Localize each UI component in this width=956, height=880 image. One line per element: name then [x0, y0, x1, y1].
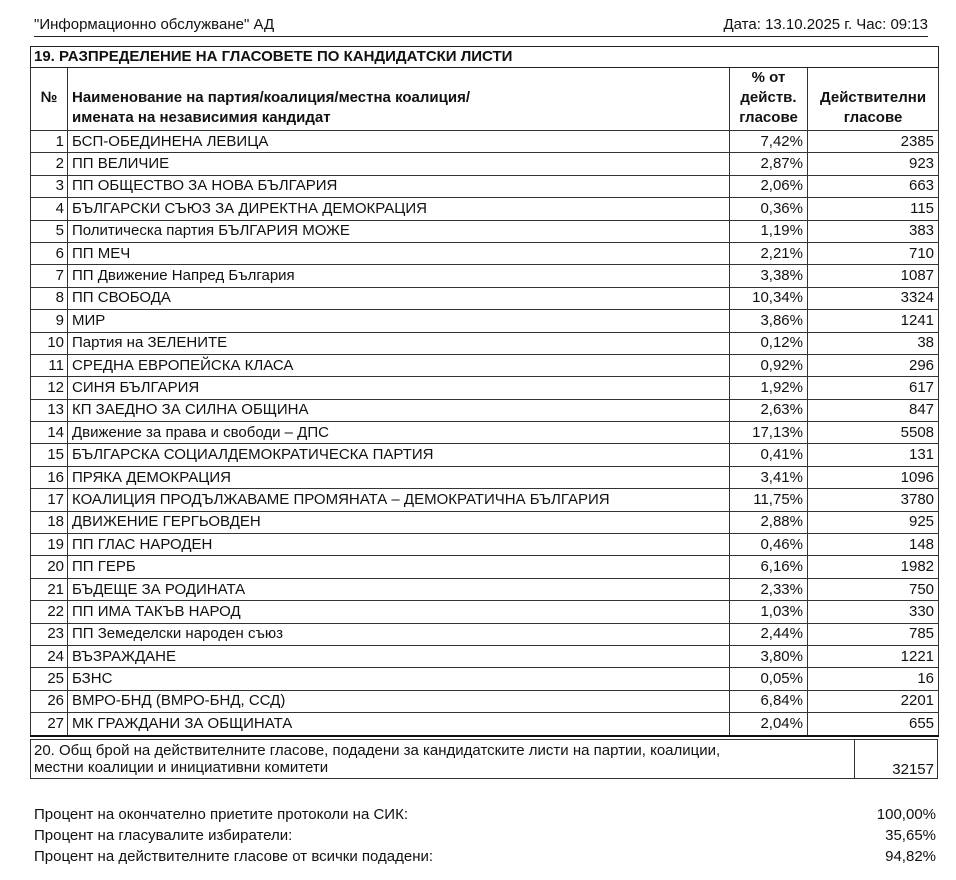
vote-percent: 11,75% [730, 489, 808, 511]
row-number: 19 [31, 534, 68, 556]
stat-value: 94,82% [885, 848, 936, 865]
party-name: КП ЗАЕДНО ЗА СИЛНА ОБЩИНА [68, 399, 730, 421]
party-name: МК ГРАЖДАНИ ЗА ОБЩИНАТА [68, 713, 730, 736]
column-header-percent-line2: действ. [740, 89, 797, 106]
vote-count: 1982 [808, 556, 939, 578]
vote-percent: 1,92% [730, 377, 808, 399]
table-row [31, 601, 939, 623]
vote-percent: 6,84% [730, 690, 808, 712]
row-number: 5 [31, 220, 68, 242]
vote-count: 16 [808, 668, 939, 690]
vote-count: 131 [808, 444, 939, 466]
party-name: ПП ГЕРБ [68, 556, 730, 578]
row-number: 8 [31, 287, 68, 309]
vote-percent: 2,06% [730, 175, 808, 197]
row-number: 6 [31, 242, 68, 264]
total-label-line1: 20. Общ брой на действителните гласове, подадени за кандидатските листи на партии, коалиции, [34, 742, 721, 759]
vote-percent: 3,80% [730, 645, 808, 667]
vote-percent: 3,86% [730, 310, 808, 332]
stat-label: Процент на окончателно приетите протоколи на СИК: [34, 806, 408, 823]
party-name: СРЕДНА ЕВРОПЕЙСКА КЛАСА [68, 354, 730, 376]
table-row [31, 511, 939, 533]
table-row [31, 422, 939, 444]
row-number: 9 [31, 310, 68, 332]
party-name: ДВИЖЕНИЕ ГЕРГЬОВДЕН [68, 511, 730, 533]
vote-percent: 2,63% [730, 399, 808, 421]
row-number: 21 [31, 578, 68, 600]
vote-percent: 2,21% [730, 242, 808, 264]
vote-percent: 0,12% [730, 332, 808, 354]
vote-count: 5508 [808, 422, 939, 444]
table-row [31, 444, 939, 466]
vote-count: 3324 [808, 287, 939, 309]
column-header-votes-line1: Действителни [819, 89, 927, 106]
party-name: ПП СВОБОДА [68, 287, 730, 309]
table-row [31, 265, 939, 287]
vote-percent: 3,41% [730, 466, 808, 488]
table-row [31, 668, 939, 690]
table-row [31, 377, 939, 399]
vote-count: 750 [808, 578, 939, 600]
stat-protocols-accepted [34, 804, 936, 825]
row-number: 20 [31, 556, 68, 578]
report-datetime: Дата: 13.10.2025 г. Час: 09:13 [723, 16, 928, 33]
total-valid-votes-box [30, 739, 938, 779]
table-row [31, 354, 939, 376]
party-name: БСП-ОБЕДИНЕНА ЛЕВИЦА [68, 131, 730, 153]
party-name: ПП ГЛАС НАРОДЕН [68, 534, 730, 556]
row-number: 22 [31, 601, 68, 623]
table-row [31, 175, 939, 197]
total-valid-votes-value: 32157 [854, 740, 937, 778]
table-row [31, 623, 939, 645]
vote-count: 115 [808, 198, 939, 220]
table-row [31, 242, 939, 264]
row-number: 26 [31, 690, 68, 712]
table-row [31, 578, 939, 600]
table-row [31, 287, 939, 309]
vote-percent: 0,92% [730, 354, 808, 376]
column-header-number: № [31, 68, 68, 131]
vote-percent: 0,36% [730, 198, 808, 220]
stat-valid-votes-share [34, 846, 936, 867]
row-number: 1 [31, 131, 68, 153]
stat-value: 35,65% [885, 827, 936, 844]
vote-count: 1241 [808, 310, 939, 332]
row-number: 27 [31, 713, 68, 736]
results-table [30, 46, 939, 737]
table-row [31, 645, 939, 667]
vote-percent: 0,46% [730, 534, 808, 556]
vote-count: 785 [808, 623, 939, 645]
vote-count: 655 [808, 713, 939, 736]
organization-name: "Информационно обслужване" АД [34, 16, 275, 33]
column-header-percent-line1: % от [751, 69, 786, 86]
party-name: ВЪЗРАЖДАНЕ [68, 645, 730, 667]
vote-count: 710 [808, 242, 939, 264]
row-number: 3 [31, 175, 68, 197]
table-row [31, 713, 939, 736]
party-name: КОАЛИЦИЯ ПРОДЪЛЖАВАМЕ ПРОМЯНАТА – ДЕМОКРАТИЧНА БЪЛГАРИЯ [68, 489, 730, 511]
vote-count: 3780 [808, 489, 939, 511]
table-row [31, 534, 939, 556]
vote-percent: 2,04% [730, 713, 808, 736]
column-header-percent [730, 68, 808, 131]
party-name: ПП МЕЧ [68, 242, 730, 264]
party-name: ВМРО-БНД (ВМРО-БНД, ССД) [68, 690, 730, 712]
vote-count: 1221 [808, 645, 939, 667]
party-name: ПП Движение Напред България [68, 265, 730, 287]
column-header-name-line1: Наименование на партия/коалиция/местна коалиция/ [72, 89, 470, 106]
table-header-row [31, 68, 939, 131]
table-row [31, 198, 939, 220]
vote-count: 847 [808, 399, 939, 421]
table-row [31, 332, 939, 354]
table-row [31, 220, 939, 242]
table-row [31, 466, 939, 488]
column-header-name [68, 68, 730, 131]
party-name: ПП ВЕЛИЧИЕ [68, 153, 730, 175]
stat-value: 100,00% [876, 806, 936, 823]
vote-count: 38 [808, 332, 939, 354]
vote-percent: 7,42% [730, 131, 808, 153]
vote-count: 148 [808, 534, 939, 556]
row-number: 18 [31, 511, 68, 533]
row-number: 24 [31, 645, 68, 667]
party-name: ПП ОБЩЕСТВО ЗА НОВА БЪЛГАРИЯ [68, 175, 730, 197]
vote-percent: 0,41% [730, 444, 808, 466]
vote-percent: 3,38% [730, 265, 808, 287]
row-number: 15 [31, 444, 68, 466]
party-name: ПП Земеделски народен съюз [68, 623, 730, 645]
vote-count: 617 [808, 377, 939, 399]
party-name: Политическа партия БЪЛГАРИЯ МОЖЕ [68, 220, 730, 242]
party-name: БЪЛГАРСКА СОЦИАЛДЕМОКРАТИЧЕСКА ПАРТИЯ [68, 444, 730, 466]
vote-percent: 2,44% [730, 623, 808, 645]
vote-percent: 2,87% [730, 153, 808, 175]
table-row [31, 556, 939, 578]
vote-count: 330 [808, 601, 939, 623]
row-number: 14 [31, 422, 68, 444]
total-valid-votes-label [34, 742, 850, 776]
row-number: 16 [31, 466, 68, 488]
row-number: 10 [31, 332, 68, 354]
column-header-percent-line3: гласове [739, 109, 798, 126]
vote-count: 663 [808, 175, 939, 197]
vote-percent: 2,33% [730, 578, 808, 600]
stat-voter-turnout [34, 825, 936, 846]
vote-count: 2201 [808, 690, 939, 712]
row-number: 12 [31, 377, 68, 399]
party-name: БЪЛГАРСКИ СЪЮЗ ЗА ДИРЕКТНА ДЕМОКРАЦИЯ [68, 198, 730, 220]
row-number: 2 [31, 153, 68, 175]
table-row [31, 131, 939, 153]
table-row [31, 399, 939, 421]
party-name: ПП ИМА ТАКЪВ НАРОД [68, 601, 730, 623]
vote-percent: 17,13% [730, 422, 808, 444]
vote-count: 1096 [808, 466, 939, 488]
column-header-votes [808, 68, 939, 131]
vote-percent: 0,05% [730, 668, 808, 690]
party-name: Движение за права и свободи – ДПС [68, 422, 730, 444]
party-name: МИР [68, 310, 730, 332]
vote-count: 923 [808, 153, 939, 175]
stat-label: Процент на гласувалите избиратели: [34, 827, 293, 844]
summary-stats [34, 804, 936, 867]
table-row [31, 153, 939, 175]
row-number: 25 [31, 668, 68, 690]
vote-count: 1087 [808, 265, 939, 287]
vote-count: 925 [808, 511, 939, 533]
party-name: БЪДЕЩЕ ЗА РОДИНАТА [68, 578, 730, 600]
vote-percent: 2,88% [730, 511, 808, 533]
vote-percent: 6,16% [730, 556, 808, 578]
vote-percent: 1,19% [730, 220, 808, 242]
table-row [31, 690, 939, 712]
party-name: ПРЯКА ДЕМОКРАЦИЯ [68, 466, 730, 488]
row-number: 23 [31, 623, 68, 645]
row-number: 17 [31, 489, 68, 511]
vote-percent: 10,34% [730, 287, 808, 309]
vote-count: 383 [808, 220, 939, 242]
stat-label: Процент на действителните гласове от всички подадени: [34, 848, 434, 865]
vote-percent: 1,03% [730, 601, 808, 623]
row-number: 7 [31, 265, 68, 287]
party-name: БЗНС [68, 668, 730, 690]
table-row [31, 489, 939, 511]
row-number: 13 [31, 399, 68, 421]
party-name: СИНЯ БЪЛГАРИЯ [68, 377, 730, 399]
party-name: Партия на ЗЕЛЕНИТЕ [68, 332, 730, 354]
vote-count: 2385 [808, 131, 939, 153]
total-label-line2: местни коалиции и инициативни комитети [34, 759, 329, 776]
column-header-name-line2: имената на независимия кандидат [72, 109, 331, 126]
page-header [34, 14, 928, 37]
column-header-votes-line2: гласове [843, 109, 903, 126]
row-number: 4 [31, 198, 68, 220]
row-number: 11 [31, 354, 68, 376]
table-title: 19. РАЗПРЕДЕЛЕНИЕ НА ГЛАСОВЕТЕ ПО КАНДИДАТСКИ ЛИСТИ [31, 47, 939, 68]
vote-count: 296 [808, 354, 939, 376]
table-row [31, 310, 939, 332]
